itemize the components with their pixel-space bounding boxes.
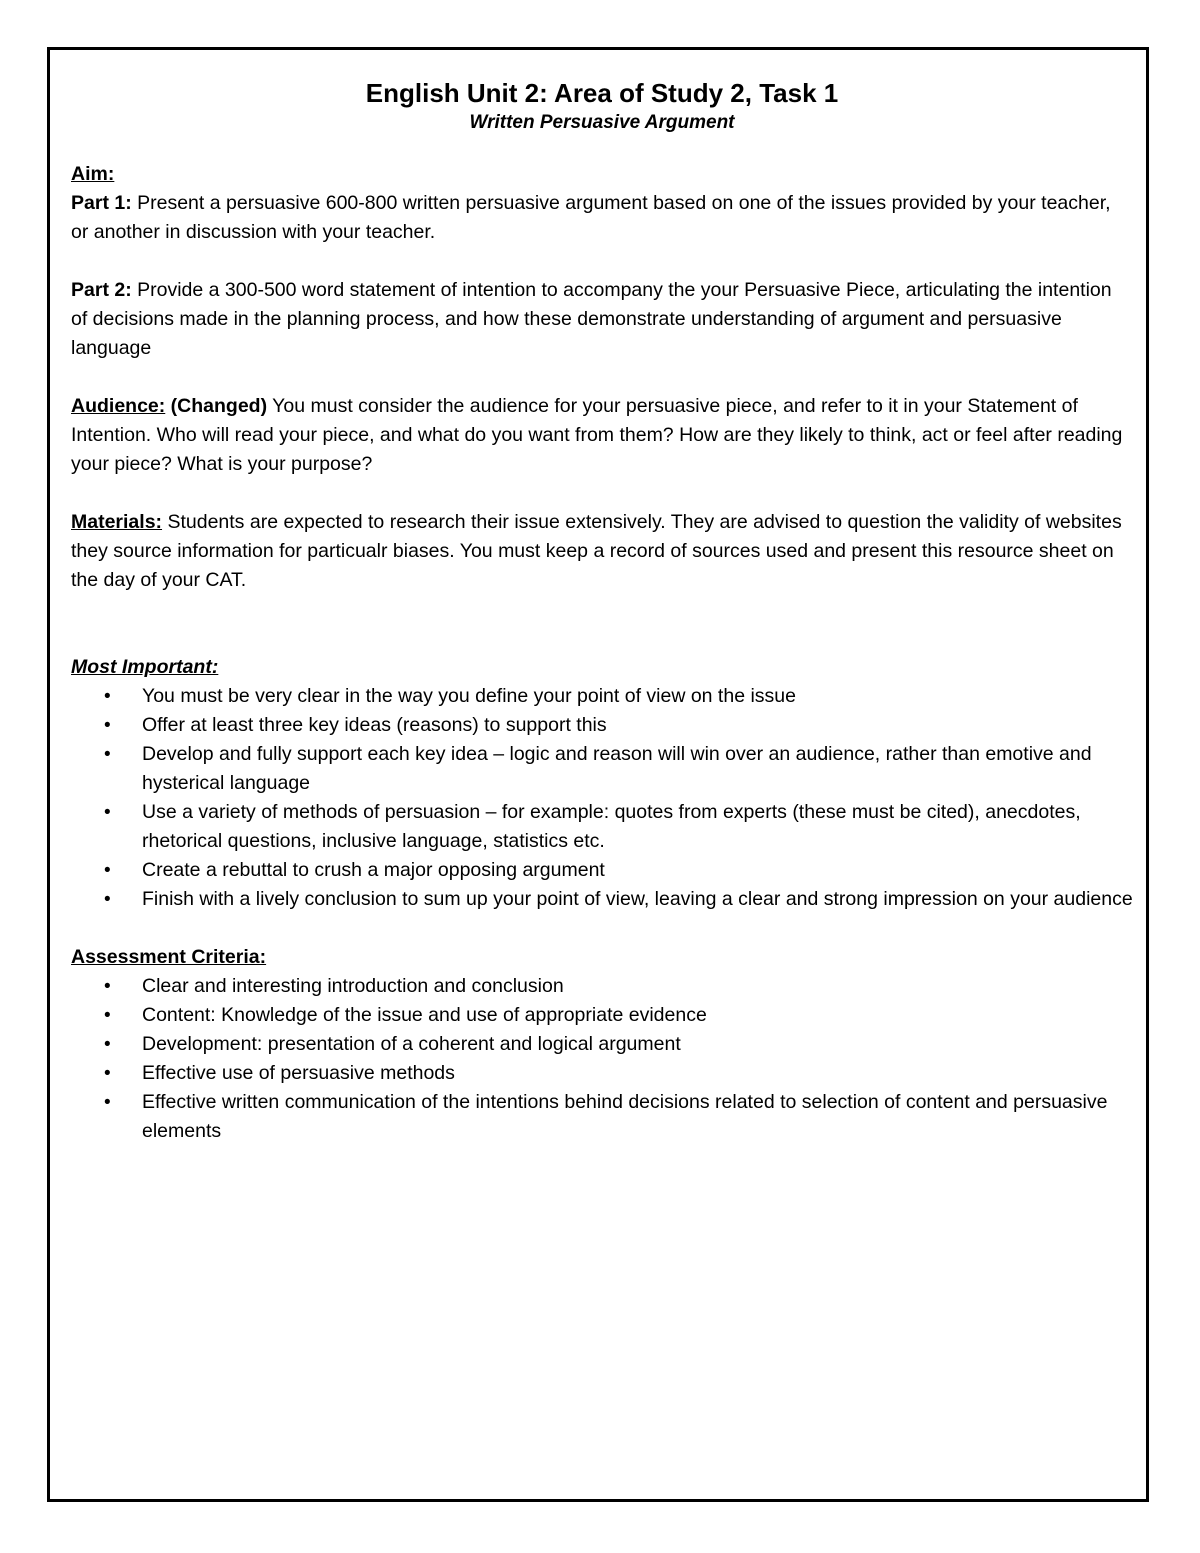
bullet-icon: • (104, 1005, 111, 1026)
materials-paragraph (71, 508, 1133, 595)
assessment-list (71, 972, 1133, 1146)
audience-heading: Audience: (71, 395, 166, 417)
bullet-icon: • (104, 686, 111, 707)
list-item: • Develop and fully support each key idea – logic and reason will win over an audience, rather than emotive and hysterical language (71, 740, 1133, 798)
bullet-icon: • (104, 976, 111, 997)
part1-text: Present a persuasive 600-800 written persuasive argument based on one of the issues provided by your teacher, or another in discussion with your teacher. (71, 192, 1111, 243)
list-item: • Content: Knowledge of the issue and use of appropriate evidence (71, 1001, 1133, 1030)
bullet-icon: • (104, 889, 111, 910)
list-item: • Finish with a lively conclusion to sum up your point of view, leaving a clear and strong impression on your audience (71, 885, 1133, 914)
aim-part2 (71, 276, 1133, 363)
aim-heading: Aim: (71, 163, 115, 185)
list-item: • Development: presentation of a coherent and logical argument (71, 1030, 1133, 1059)
list-item: • Effective use of persuasive methods (71, 1059, 1133, 1088)
part1-label: Part 1: (71, 192, 132, 214)
bullet-icon: • (104, 744, 111, 765)
bullet-icon: • (104, 1092, 111, 1113)
most-important-heading: Most Important: (71, 656, 219, 678)
bullet-icon: • (104, 860, 111, 881)
assessment-heading: Assessment Criteria: (71, 946, 267, 968)
document-body (71, 76, 1133, 1146)
materials-text: Students are expected to research their issue extensively. They are advised to question the validity of websites they source information for particualr biases. You must keep a record of sources used and present this resource sheet on the day of your CAT. (71, 511, 1122, 591)
bullet-icon: • (104, 802, 111, 823)
aim-part1 (71, 189, 1133, 247)
audience-paragraph (71, 392, 1133, 479)
materials-heading: Materials: (71, 511, 163, 533)
list-item: • Clear and interesting introduction and conclusion (71, 972, 1133, 1001)
bullet-icon: • (104, 1063, 111, 1084)
list-item: • Effective written communication of the intentions behind decisions related to selection of content and persuasive elements (71, 1088, 1133, 1146)
list-item: • You must be very clear in the way you define your point of view on the issue (71, 682, 1133, 711)
list-item: • Offer at least three key ideas (reasons) to support this (71, 711, 1133, 740)
audience-changed-label: (Changed) (165, 395, 268, 417)
part2-text: Provide a 300-500 word statement of intention to accompany the your Persuasive Piece, articulating the intention of decisions made in the planning process, and how these demonstrate understanding of argument and persuasive language (71, 279, 1112, 359)
bullet-icon: • (104, 1034, 111, 1055)
part2-label: Part 2: (71, 279, 132, 301)
document-title: English Unit 2: Area of Study 2, Task 1 (365, 78, 839, 108)
most-important-list (71, 682, 1133, 914)
list-item: • Use a variety of methods of persuasion – for example: quotes from experts (these must be cited), anecdotes, rhetorical questions, inclusive language, statistics etc. (71, 798, 1133, 856)
list-item: • Create a rebuttal to crush a major opposing argument (71, 856, 1133, 885)
audience-text: You must consider the audience for your persuasive piece, and refer to it in your Statement of Intention. Who will read your piece, and what do you want from them? How are they likely to think, act or feel after reading your piece? What is your purpose? (71, 395, 1123, 475)
bullet-icon: • (104, 715, 111, 736)
document-subtitle: Written Persuasive Argument (469, 112, 735, 133)
